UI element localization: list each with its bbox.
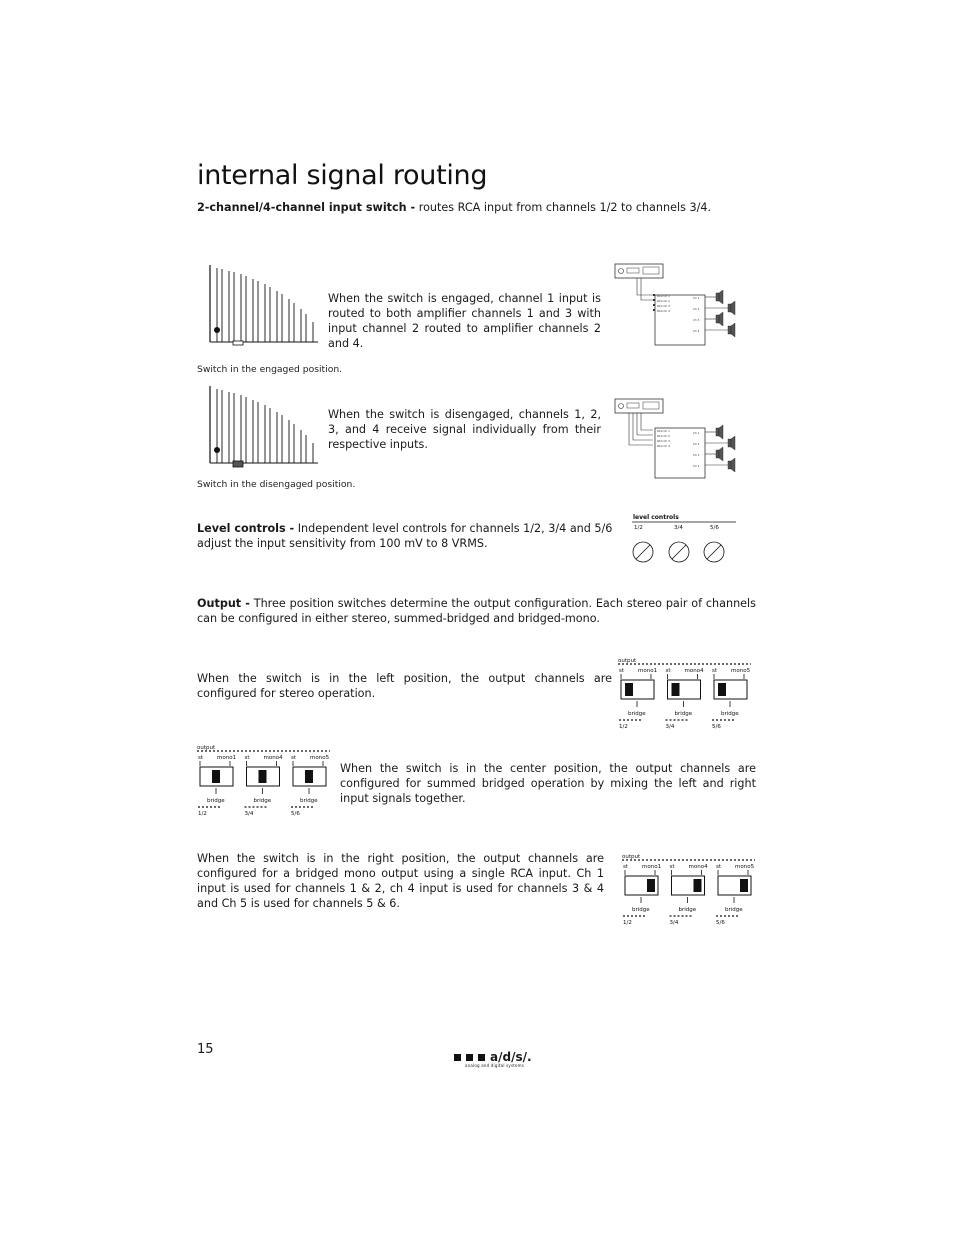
- output-switch-knob: [305, 770, 313, 783]
- output-switch-knob: [212, 770, 220, 783]
- output-st-label: st: [716, 864, 722, 870]
- disengaged-switch-illustration: [205, 383, 320, 469]
- output-bridge-label: bridge: [300, 798, 318, 804]
- output-bridge-label: bridge: [628, 711, 646, 717]
- output-switch-knob: [625, 683, 633, 696]
- output-switch-knob: [672, 683, 680, 696]
- engaged-switch-illustration: [205, 262, 320, 348]
- output-pair-label: 3/4: [669, 920, 679, 926]
- rca-label-2: RCA Ch 2: [657, 299, 670, 303]
- level-label-56: 5/6: [710, 525, 719, 531]
- output-title: output: [618, 658, 637, 664]
- output-mono-label: mono1: [638, 668, 658, 674]
- level-controls-description: Independent level controls for channels 1/2, 3/4 and 5/6 adjust the input sensitivity from 100 mV to 8 VRMS.: [197, 522, 613, 550]
- output-switch-knob: [647, 879, 655, 892]
- output-bridge-label: bridge: [725, 907, 743, 913]
- ch-label-1: Ch 1: [693, 296, 700, 300]
- output-st-label: st: [623, 864, 629, 870]
- output-pair-label: 5/6: [712, 724, 721, 730]
- output-mono-label: mono5: [310, 755, 330, 761]
- level-controls-paragraph: [197, 521, 622, 551]
- output-bridge-label: bridge: [674, 711, 693, 717]
- input-switch-intro: [197, 201, 711, 214]
- page-number: 15: [197, 1042, 214, 1057]
- ch-label-3: Ch 3: [693, 453, 700, 457]
- rca-label-2: RCA Ch 2: [657, 434, 670, 438]
- level-controls-diagram: [628, 511, 740, 569]
- output-pair-label: 1/2: [198, 811, 207, 817]
- output-st-label: st: [291, 755, 297, 761]
- routing-diagram-disengaged: [613, 398, 743, 482]
- engaged-description: When the switch is engaged, channel 1 input is routed to both amplifier channels 1 and 3 with input channel 2 routed to amplifier channels 2 and 4.: [328, 292, 601, 350]
- ch-label-4: Ch 4: [693, 329, 700, 333]
- output-switch-knob: [740, 879, 748, 892]
- output-pair-label: 5/6: [716, 920, 725, 926]
- output-description: Three position switches determine the output configuration. Each stereo pair of channels can be configured in either stereo, summed-bridged and bridged-mono.: [197, 597, 756, 625]
- center-position-description: When the switch is in the center position, the output channels are configured for summed bridged operation by mixing the left and right input signals together.: [340, 762, 756, 805]
- output-switch-knob: [718, 683, 726, 696]
- rca-label-3: RCA Ch 3: [657, 304, 670, 308]
- output-pair-label: 3/4: [244, 811, 254, 817]
- output-switch-diagram-left: [617, 656, 755, 732]
- output-title: output: [197, 745, 216, 751]
- rca-label-1: RCA Ch 1: [657, 294, 670, 298]
- output-pair-label: 1/2: [619, 724, 628, 730]
- output-st-label: st: [669, 864, 675, 870]
- output-st-label: st: [244, 755, 250, 761]
- routing-diagram-engaged: [613, 263, 743, 347]
- logo-square-icon: [466, 1054, 473, 1061]
- rca-label-1: RCA Ch 1: [657, 429, 670, 433]
- logo-text: a/d/s/.: [490, 1050, 532, 1064]
- output-switch-knob: [259, 770, 267, 783]
- output-mono-label: mono5: [731, 668, 751, 674]
- output-bridge-label: bridge: [207, 798, 225, 804]
- output-paragraph: [197, 596, 756, 626]
- page-title: internal signal routing: [197, 160, 488, 191]
- ch-label-2: Ch 2: [693, 307, 700, 311]
- rca-label-3: RCA Ch 3: [657, 439, 670, 443]
- output-pair-label: 3/4: [665, 724, 675, 730]
- output-bridge-label: bridge: [632, 907, 650, 913]
- level-controls-title: level controls: [633, 514, 679, 521]
- output-title: output: [622, 854, 641, 860]
- input-switch-heading: 2-channel/4-channel input switch -: [197, 201, 416, 214]
- output-switch-diagram-right: [621, 852, 759, 928]
- right-position-description: When the switch is in the right position, the output channels are configured for a bridged mono output using a single RCA input. Ch 1 input is used for channels 1 & 2, ch 4 input is used for channels 3 & 4 and Ch 5 is used for channels 5 & 6.: [197, 852, 604, 910]
- disengaged-description: When the switch is disengaged, channels 1, 2, 3, and 4 receive signal individually from their respective inputs.: [328, 408, 601, 451]
- logo-square-icon: [454, 1054, 461, 1061]
- level-label-12: 1/2: [634, 525, 643, 531]
- engaged-caption: Switch in the engaged position.: [197, 364, 343, 375]
- output-st-label: st: [619, 668, 625, 674]
- output-mono-label: mono4: [684, 668, 704, 674]
- output-st-label: st: [665, 668, 671, 674]
- rca-label-4: RCA Ch 4: [657, 309, 670, 313]
- ads-logo: [454, 1050, 532, 1068]
- output-switch-knob: [694, 879, 702, 892]
- rca-label-4: RCA Ch 4: [657, 444, 670, 448]
- left-position-description: When the switch is in the left position, the output channels are configured for stereo operation.: [197, 672, 612, 700]
- output-pair-label: 1/2: [623, 920, 632, 926]
- ch-label-2: Ch 2: [693, 442, 700, 446]
- level-controls-heading: Level controls -: [197, 522, 295, 535]
- output-bridge-label: bridge: [253, 798, 272, 804]
- output-st-label: st: [712, 668, 718, 674]
- disengaged-caption: Switch in the disengaged position.: [197, 479, 356, 490]
- output-mono-label: mono1: [642, 864, 662, 870]
- output-mono-label: mono5: [735, 864, 755, 870]
- output-bridge-label: bridge: [721, 711, 739, 717]
- output-mono-label: mono4: [263, 755, 283, 761]
- input-switch-description: routes RCA input from channels 1/2 to channels 3/4.: [415, 201, 712, 214]
- output-switch-diagram-center: [196, 743, 334, 819]
- logo-subtitle: analog and digital systems: [465, 1063, 525, 1068]
- output-heading: Output -: [197, 597, 250, 610]
- output-pair-label: 5/6: [291, 811, 300, 817]
- output-st-label: st: [198, 755, 204, 761]
- output-mono-label: mono1: [217, 755, 237, 761]
- ch-label-3: Ch 3: [693, 318, 700, 322]
- output-bridge-label: bridge: [678, 907, 697, 913]
- ch-label-1: Ch 1: [693, 431, 700, 435]
- output-mono-label: mono4: [688, 864, 708, 870]
- logo-square-icon: [478, 1054, 485, 1061]
- level-label-34: 3/4: [674, 525, 683, 531]
- ch-label-4: Ch 4: [693, 464, 700, 468]
